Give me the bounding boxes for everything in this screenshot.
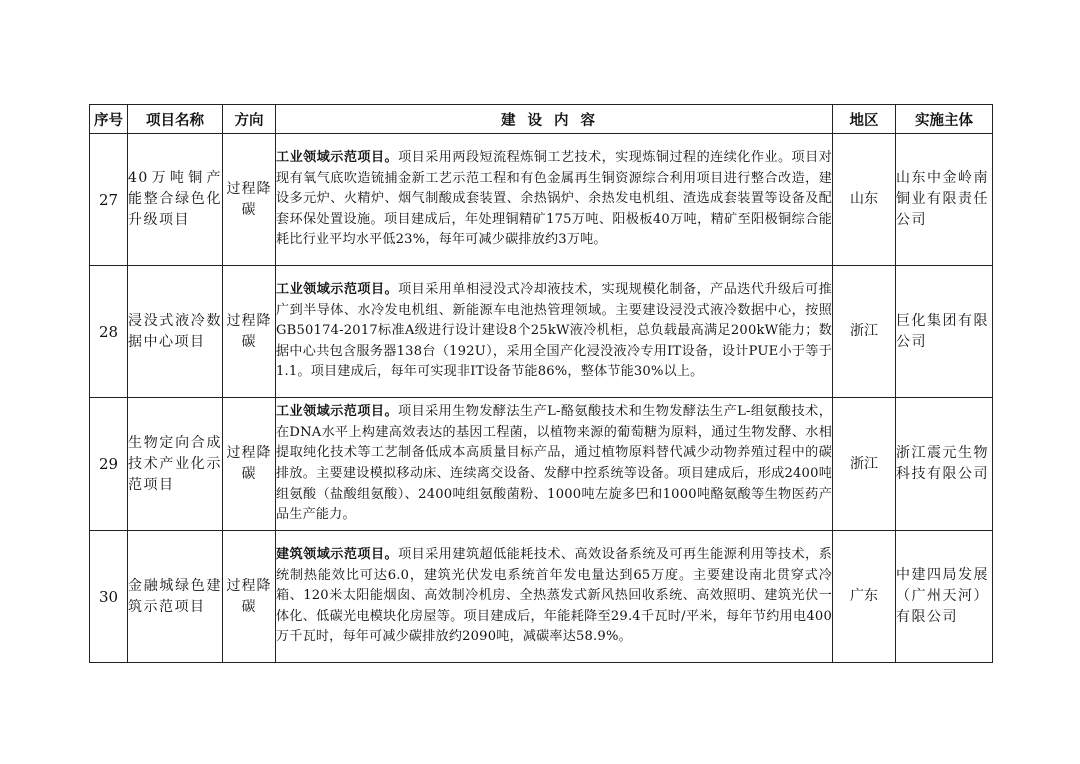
project-table (89, 104, 993, 663)
content-body: 项目采用单相浸没式冷却液技术，实现规模化制备，产品迭代升级后可推广到半导体、水冷发电机组、新能源车电池热管理领域。主要建设浸没式液冷数据中心，按照GB50174-2017标准A级进行设计建设8个25kW液冷机柜，总负载最高满足200kW能力；数据中心共包含服务器138台（192U），采用全国产化浸没液冷专用IT设备，设计PUE小于等于1.1。项目建成后，每年可实现非IT设备节能86%，整体节能30%以上。 (276, 282, 832, 380)
row-content (276, 531, 833, 663)
row-region: 山东 (833, 134, 896, 266)
content-body: 项目采用两段短流程炼铜工艺技术，实现炼铜过程的连续化作业。项目对现有氧气底吹造锍捕金新工艺示范工程和有色金属再生铜资源综合利用项目进行整合改造，建设多元炉、火精炉、烟气制酸成套装置、余热锅炉、余热发电机组、渣选成套装置等设备及配套环保处置设施。项目建成后，年处理铜精矿175万吨、阳极板40万吨，精矿至阳极铜综合能耗比行业平均水平低23%，每年可减少碳排放约3万吨。 (276, 150, 832, 248)
row-project-name: 40万吨铜产能整合绿色化升级项目 (128, 134, 223, 266)
row-project-name: 浸没式液冷数据中心项目 (128, 266, 223, 398)
header-name: 项目名称 (128, 105, 223, 134)
row-seq: 29 (90, 398, 128, 531)
row-direction: 过程降碳 (223, 266, 276, 398)
header-owner: 实施主体 (896, 105, 993, 134)
row-direction: 过程降碳 (223, 134, 276, 266)
header-content: 建设内容 (276, 105, 833, 134)
row-content (276, 266, 833, 398)
row-direction: 过程降碳 (223, 531, 276, 663)
row-project-name: 生物定向合成技术产业化示范项目 (128, 398, 223, 531)
header-direction: 方向 (223, 105, 276, 134)
row-owner: 巨化集团有限公司 (896, 266, 993, 398)
row-region: 广东 (833, 531, 896, 663)
content-body: 项目采用建筑超低能耗技术、高效设备系统及可再生能源利用等技术，系统制热能效比可达6.0，建筑光伏发电系统首年发电量达到65万度。主要建设南北贯穿式冷箱、120米太阳能烟囱、高效制冷机房、全热蒸发式新风热回收系统、高效照明、建筑光伏一体化、低碳光电模块化房屋等。项目建成后，年能耗降至29.4千瓦时/平米，每年节约用电400万千瓦时，每年可减少碳排放约2090吨，减碳率达58.9%。 (276, 547, 832, 645)
header-region: 地区 (833, 105, 896, 134)
row-seq: 30 (90, 531, 128, 663)
content-title: 工业领域示范项目。 (276, 282, 399, 298)
content-title: 建筑领域示范项目。 (276, 547, 399, 563)
row-direction: 过程降碳 (223, 398, 276, 531)
row-region: 浙江 (833, 398, 896, 531)
table-row (90, 266, 993, 398)
row-content (276, 398, 833, 531)
row-owner: 山东中金岭南铜业有限责任公司 (896, 134, 993, 266)
row-owner: 中建四局发展（广州天河）有限公司 (896, 531, 993, 663)
table-row (90, 398, 993, 531)
row-seq: 28 (90, 266, 128, 398)
table-row (90, 134, 993, 266)
table-header-row (90, 105, 993, 134)
row-region: 浙江 (833, 266, 896, 398)
row-project-name: 金融城绿色建筑示范项目 (128, 531, 223, 663)
content-body: 项目采用生物发酵法生产L-酪氨酸技术和生物发酵法生产L-组氨酸技术，在DNA水平上构建高效表达的基因工程菌，以植物来源的葡萄糖为原料，通过生物发酵、水相提取纯化技术等工艺制备低成本高质量目标产品，通过植物原料替代减少动物养殖过程中的碳排放。主要建设模拟移动床、连续离交设备、发酵中控系统等设备。项目建成后，形成2400吨组氨酸（盐酸组氨酸）、2400吨组氨酸菌粉、1000吨左旋多巴和1000吨酪氨酸等生物医药产品生产能力。 (276, 404, 832, 523)
header-seq: 序号 (90, 105, 128, 134)
content-title: 工业领域示范项目。 (276, 404, 399, 420)
row-content (276, 134, 833, 266)
content-title: 工业领域示范项目。 (276, 150, 399, 166)
table-row (90, 531, 993, 663)
row-owner: 浙江震元生物科技有限公司 (896, 398, 993, 531)
row-seq: 27 (90, 134, 128, 266)
